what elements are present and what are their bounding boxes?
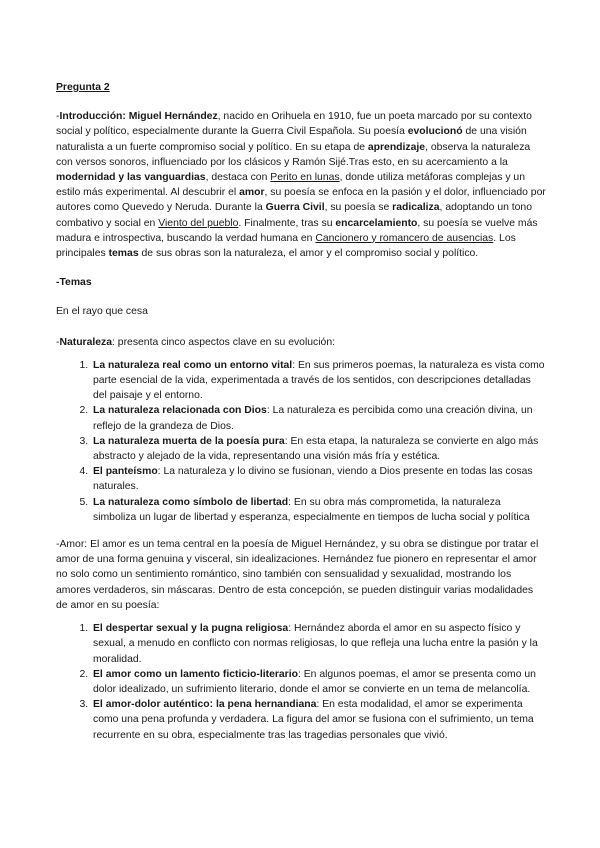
amor-label: Amor	[59, 539, 85, 551]
amor-text: : El amor es un tema central en la poesía de Miguel Hernández, y su obra se distingue por tratar el amor de una forma genuina y visceral, sin idealizaciones. Hernández fue pionero en representar el amor no solo como un sentimiento romántico, sino también con sensualidad y sexualidad, mostrando los amores verdaderos, sin máscaras. Dentro de esta concepción, se pueden distinguir varias modalidades de amor en su poesía:	[56, 539, 539, 611]
intro-prefix: -	[56, 111, 60, 123]
intro-bold: modernidad y las vanguardias	[56, 172, 206, 184]
intro-label: Introducción: Miguel Hernández	[59, 111, 218, 123]
list-item	[91, 621, 546, 667]
intro-bold: aprendizaje	[367, 141, 426, 153]
intro-text: , destaca con	[205, 172, 271, 184]
intro-bold: encarcelamiento	[335, 217, 418, 229]
list-item	[91, 464, 546, 494]
list-item-title: El despertar sexual y la pugna religiosa	[93, 623, 289, 635]
book-title-perito: Perito en lunas	[270, 172, 340, 184]
list-item-text: : En esta modalidad, el amor se experimenta como una pena profunda y verdadera. La figura del amor se fusiona con el sufrimiento, un tema recurrente en su obra, especialmente tras las tragedias personales que vivió.	[93, 699, 534, 741]
naturaleza-lead	[56, 335, 546, 350]
section-heading-temas: -Temas	[56, 277, 92, 289]
intro-text: , su poesía se vuelve más madura e introspectiva, buscando la verdad humana en	[56, 217, 538, 244]
list-item-title: La naturaleza real como un entorno vital	[93, 359, 293, 371]
intro-body	[56, 111, 546, 259]
list-item-title: La naturaleza muerta de la poesía pura	[93, 435, 285, 447]
intro-text: , nacido en Orihuela en 1910, fue un poeta marcado por su contexto social y político, especialmente durante la Guerra Civil Española. Su poesía	[56, 111, 532, 138]
intro-paragraph	[56, 109, 546, 261]
list-item-text: : En sus primeros poemas, la naturaleza es vista como parte esencial de la vida, experimentada a través de los sentidos, con descripciones detalladas del paisaje y el entorno.	[93, 359, 545, 402]
list-item-text: : En algunos poemas, el amor se presenta como un dolor idealizado, un sufrimiento literario, donde el amor se convierte en un tema de melancolía.	[93, 668, 536, 695]
list-item-title: La naturaleza relacionada con Dios	[93, 405, 267, 417]
intro-text: , su poesía se	[324, 202, 393, 214]
intro-bold: Guerra Civil	[265, 202, 325, 214]
list-item-title: El amor-dolor auténtico: la pena hernandiana	[93, 699, 317, 711]
section-subtitle: En el rayo que cesa	[56, 306, 148, 318]
intro-bold: evolucionó	[407, 126, 463, 138]
naturaleza-prefix: -	[56, 336, 60, 348]
list-item	[91, 358, 546, 404]
list-item-title: El panteísmo	[93, 466, 158, 478]
naturaleza-label: Naturaleza	[59, 336, 113, 348]
intro-text: . Finalmente, tras su	[238, 217, 336, 229]
list-item	[91, 667, 546, 697]
list-item	[91, 495, 546, 525]
intro-bold: temas	[108, 248, 139, 260]
amor-lead	[56, 537, 546, 613]
list-item-text: : La naturaleza y lo divino se fusionan, viendo a Dios presente en todas las cosas naturales.	[93, 466, 533, 493]
list-item-text: : Hernández aborda el amor en su aspecto físico y sexual, a menudo en conflicto con normas religiosas, lo que refleja una lucha entre la pasión y la moralidad.	[93, 623, 538, 665]
naturaleza-list	[56, 358, 546, 525]
intro-text: , su poesía se enfoca en la pasión y el dolor, influenciado por autores como Quevedo y Neruda. Durante la	[56, 187, 546, 214]
intro-text: . Los principales	[56, 232, 516, 260]
list-item-text: : En su obra más comprometida, la naturaleza simboliza un lugar de libertad y esperanza, especialmente en tiempos de lucha social y política	[93, 496, 530, 523]
list-item	[91, 434, 546, 464]
intro-text: , observa la naturaleza con versos sonoros, influenciado por los clásicos y Ramón Sijé.Tras esto, en su acercamiento a la	[56, 141, 531, 168]
intro-bold: amor	[239, 187, 265, 199]
list-item	[91, 403, 546, 433]
amor-prefix: -	[56, 539, 60, 551]
naturaleza-text: : presenta cinco aspectos clave en su evolución:	[112, 336, 335, 348]
list-item-text: : En esta etapa, la naturaleza se convierte en algo más abstracto y alejado de la vida, representando una visión más fría y estética.	[93, 435, 539, 463]
list-item-text: : La naturaleza es percibida como una creación divina, un reflejo de la grandeza de Dios.	[93, 405, 533, 432]
page-title: Pregunta 2	[56, 82, 110, 93]
intro-text: , donde utiliza metáforas complejas y un estilo más experimental. Al descubrir el	[56, 172, 525, 199]
intro-text: de una visión naturalista a un fuerte compromiso social y político. En su etapa de	[56, 126, 527, 153]
book-title-viento: Viento del pueblo	[158, 217, 239, 229]
intro-bold: radicaliza	[392, 202, 440, 214]
intro-text: , adoptando un tono combativo y social en	[56, 202, 532, 229]
book-title-cancionero: Cancionero y romancero de ausencias	[315, 232, 494, 244]
list-item-title: La naturaleza como símbolo de libertad	[93, 496, 289, 508]
list-item-title: El amor como un lamento ficticio-literario	[93, 668, 298, 680]
intro-text: de sus obras son la naturaleza, el amor y el compromiso social y político.	[138, 248, 479, 260]
amor-list	[56, 621, 546, 743]
document-content	[56, 80, 546, 755]
list-item	[91, 697, 546, 743]
